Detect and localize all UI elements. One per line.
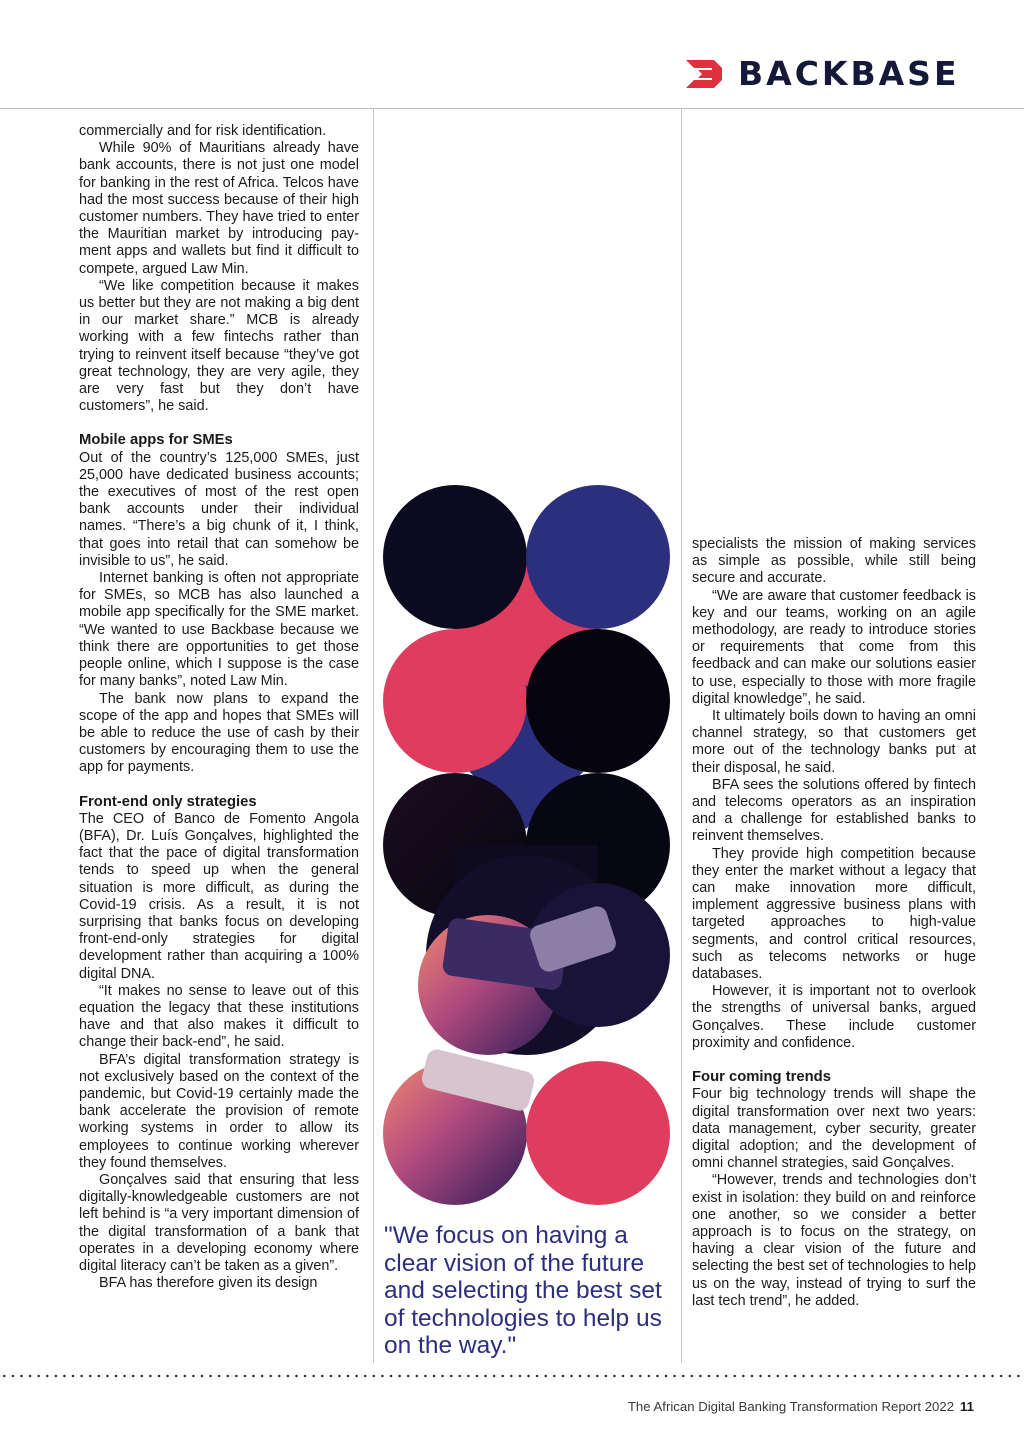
paragraph: However, it is important not to overlook the strengths of universal banks, argued Gonçalves. These include customer proximity and confidence.: [692, 983, 976, 1051]
report-title: The African Digital Banking Transformation Report 2022: [627, 1399, 955, 1414]
dotted-divider: [0, 1374, 1024, 1378]
section-heading: Mobile apps for SMEs: [79, 432, 233, 449]
paragraph: It ultimately boils down to having an omni channel strategy, so that customers get more out of the technology banks put at their disposal, he said.: [692, 708, 976, 776]
backbase-logo: [684, 56, 979, 92]
column-divider-left: [373, 109, 374, 1363]
paragraph: “We like competition because it makes us better but they are not making a big dent in our market share.” MCB is already working with a few fintechs rather than trying to reinvent itself because “they’ve got great technology, they are very agile, they are very fast but they don’t have customers”, he said.: [79, 277, 359, 415]
column-divider-right: [681, 109, 682, 1363]
paragraph: “We are aware that customer feedback is key and our teams, working on an agile methodology, are ready to introduce stories or requirements that come from this feedback and can make our solutions easier to use, especially to those with more fragile digital knowledge”, he said.: [692, 587, 976, 707]
article-column-1: [79, 123, 359, 1292]
paragraph: The CEO of Banco de Fomento Angola (BFA), Dr. Luís Gonçalves, highlighted the fact that the pace of digital transformation tends to speed up when the general situation is more difficult, as during the Covid-19 crisis. As a result, it is not surprising that banks focus on developing front-end-only strategies for digital development rather than acquiring a 100% digital DNA.: [79, 810, 359, 982]
section-heading: Front-end only strategies: [79, 793, 257, 810]
section-heading: Four coming trends: [692, 1069, 831, 1086]
paragraph: BFA sees the solutions offered by fintech and telecoms operators as an inspiration and a challenge for established banks to reinvent themselves.: [692, 776, 976, 845]
paragraph: Out of the country’s 125,000 SMEs, just 25,000 have dedicated business accounts; the executives of most of the rest open bank accounts under their individual names. “There’s a big chunk of it, I think, that goes into retail that can somehow be invisible to us”, he said.: [79, 449, 359, 569]
paragraph: “It makes no sense to leave out of this equation the legacy that these institutions have and that also makes it difficult to change their back-end”, he said.: [79, 982, 359, 1051]
page-footer: [628, 1398, 974, 1416]
paragraph: BFA has therefore given its design: [99, 1275, 318, 1292]
paragraph: commercially and for risk identification.: [79, 123, 327, 139]
paragraph: Four big technology trends will shape the digital transformation over next two years: data management, cyber security, greater digital adoption; and the development of omni channel strategies, said Gonçalves.: [692, 1086, 976, 1172]
decorative-circles-artwork: [383, 485, 670, 1205]
paragraph: While 90% of Mauritians already have bank accounts, there is not just one model for banking in the rest of Africa. Telcos have had the most success because of their high customer numbers. They have tried to enter the Mauritian market by introducing payment apps and wallets but find it difficult to compete, argued Law Min.: [79, 140, 359, 277]
paragraph: The bank now plans to expand the scope of the app and hopes that SMEs will be able to reduce the use of cash by their customers by encouraging them to use the app for payments.: [79, 690, 359, 776]
pull-quote: "We focus on having a clear vision of the future and selecting the best set of technologies to help us on the way.": [384, 1222, 662, 1360]
paragraph: specialists the mission of making services as simple as possible, while still being secure and accurate.: [692, 536, 976, 587]
article-column-3: [692, 536, 976, 1310]
paragraph: “However, trends and technologies don’t exist in isolation: they build on and reinforce one another, so we consider a better approach is to focus on the strategy, on having a clear vision of the future and selecting the best set of technologies to help us on the way, instead of trying to surf the last tech trend”, he added.: [692, 1172, 976, 1309]
paragraph: They provide high competition because they enter the market without a legacy that can make innovation more difficult, implement aggressive business plans with targeted approaches to high-value segments, and control critical resources, such as telecoms networks or huge databases.: [692, 845, 976, 983]
paragraph: BFA’s digital transformation strategy is not exclusively based on the context of the pandemic, but Covid-19 certainly made the bank accelerate the provision of remote working systems in order to allow its employees to continue working wherever they found themselves.: [79, 1051, 359, 1171]
paragraph: Internet banking is often not appropriate for SMEs, so MCB has also launched a mobile app specifically for the SME market. “We wanted to use Backbase because we think there are opportunities to get those people online, which I suppose is the case for many banks”, noted Law Min.: [79, 570, 359, 690]
page-number: 11: [960, 1399, 974, 1414]
brand-name: BACKBASE: [738, 54, 960, 93]
backbase-logo-icon: [684, 58, 724, 90]
header-divider: [0, 108, 1024, 109]
paragraph: Gonçalves said that ensuring that less digitally-knowledgeable customers are not left behind is “a very important dimension of the digital transformation of a bank that operates in a developing economy where digital literacy can’t be taken as a given”.: [79, 1171, 359, 1274]
